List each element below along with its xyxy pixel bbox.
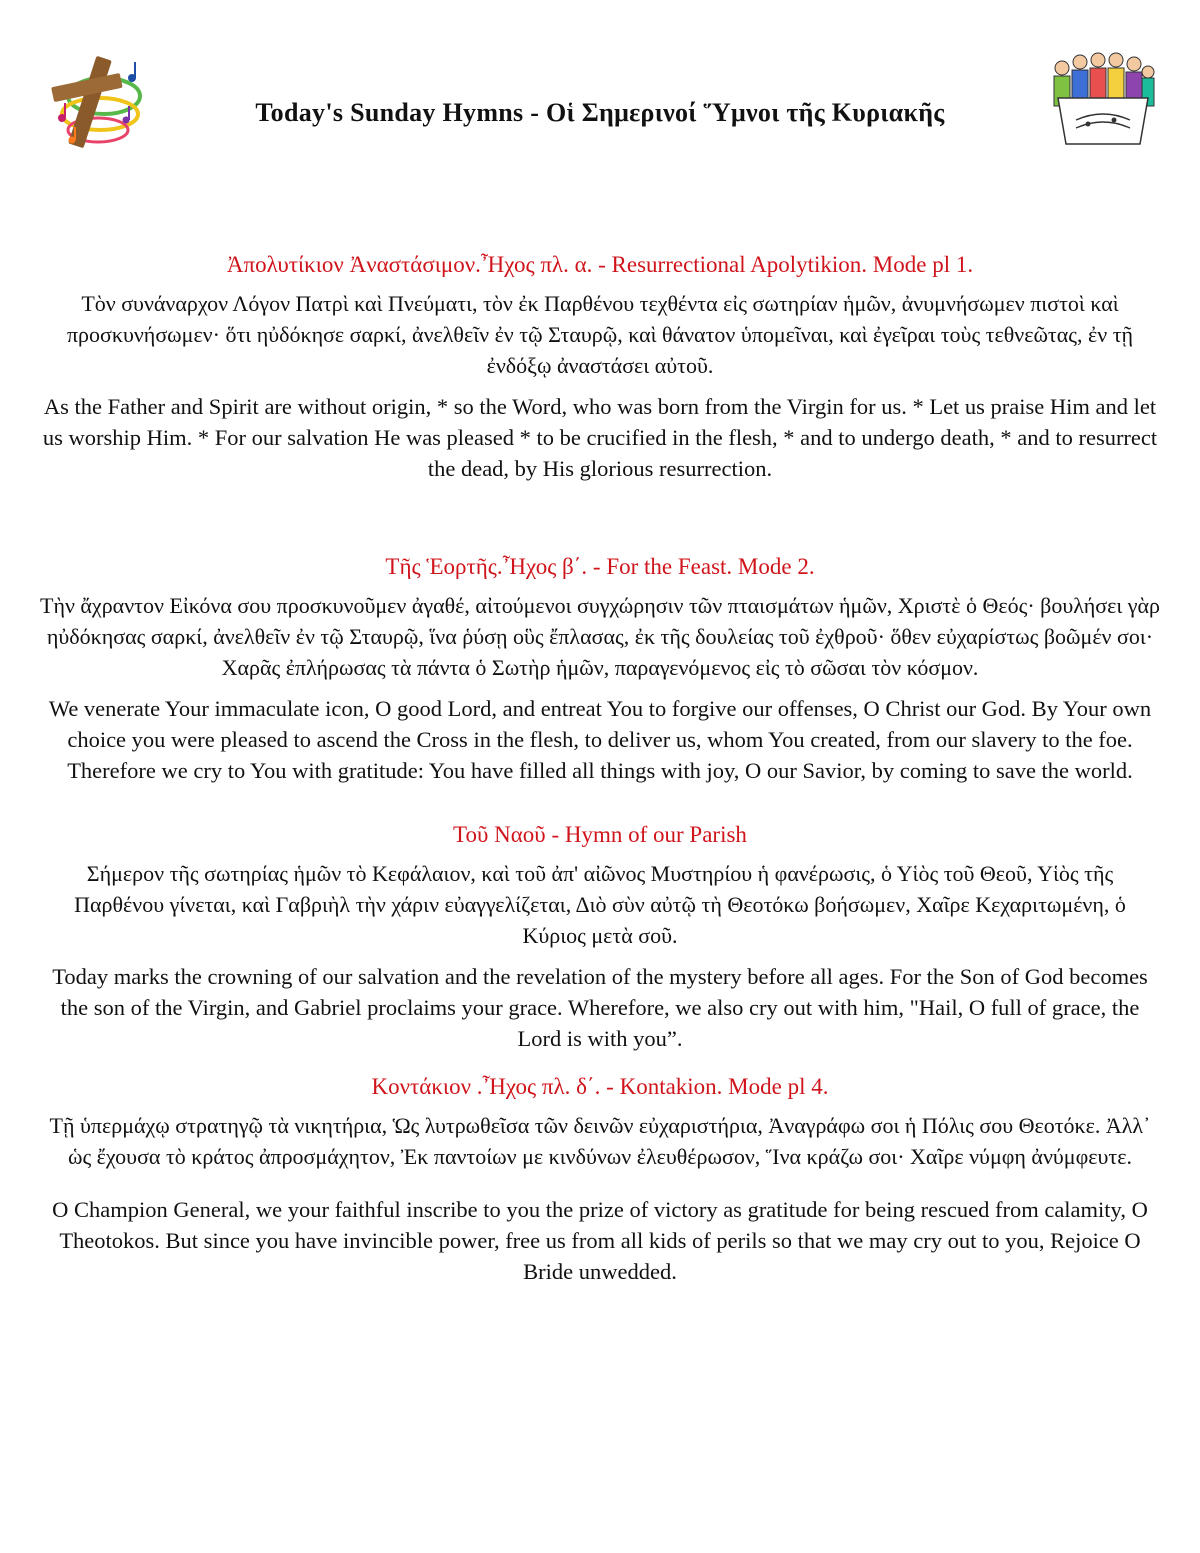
section-kontakion: [40, 1072, 1160, 1287]
english-text: As the Father and Spirit are without origin, * so the Word, who was born from the Virgin for us. * Let us praise Him and let us worship Him. * For our salvation He was pleased * to be crucified in the flesh, * and to undergo death, * and to resurrect the dead, by His glorious resurrection.: [42, 394, 1158, 481]
section-heading: Τοῦ Ναοῦ - Hymn of our Parish: [453, 822, 747, 847]
section-feast: [40, 552, 1160, 786]
page-title: Today's Sunday Hymns - Οἱ Σημερινοί Ὕμνοι τῆς Κυριακῆς: [255, 98, 945, 127]
section-parish-hymn: [40, 820, 1160, 1054]
page-header: [0, 40, 1200, 160]
greek-text: Τὸν συνάναρχον Λόγον Πατρὶ καὶ Πνεύματι, τὸν ἐκ Παρθένου τεχθέντα εἰς σωτηρίαν ἡμῶν, ἀνυμνήσωμεν πιστοὶ καὶ προσκυνήσωμεν· ὅτι ηὐδόκησε σαρκί, ἀνελθεῖν ἐν τῷ Σταυρῷ, καὶ θάνατον ὑπομεῖναι, καὶ ἐγεῖραι τοὺς τεθνεῶτας, ἐν τῇ ἐνδόξῳ ἀναστάσει αὐτοῦ.: [66, 291, 1134, 378]
greek-text: Τὴν ἄχραντον Εἰκόνα σου προσκυνοῦμεν ἀγαθέ, αἰτούμενοι συγχώρησιν τῶν πταισμάτων ἡμῶν, Χριστὲ ὁ Θεός· βουλήσει γὰρ ηὐδόκησας σαρκί, ἀνελθεῖν ἐν τῷ Σταυρῷ, ἵνα ῥύσῃ οὓς ἔπλασας, ἐκ τῆς δουλείας τοῦ ἐχθροῦ· ὅθεν εὐχαρίστως βοῶμέν σοι· Χαρᾶς ἐπλήρωσας τὰ πάντα ὁ Σωτὴρ ἡμῶν, παραγενόμενος εἰς τὸ σῶσαι τὸν κόσμον.: [40, 593, 1160, 680]
english-text: O Champion General, we your faithful inscribe to you the prize of victory as gratitude for being rescued from calamity, O Theotokos. But since you have invincible power, free us from all kids of perils so that we may cry out to you, Rejoice O Bride unwedded.: [52, 1197, 1148, 1284]
section-apolytikion: [40, 250, 1160, 484]
greek-text: Τῇ ὑπερμάχῳ στρατηγῷ τὰ νικητήρια, Ὡς λυτρωθεῖσα τῶν δεινῶν εὐχαριστήρια, Ἀναγράφω σοι ἡ Πόλις σου Θεοτόκε. Ἀλλ᾿ ὡς ἔχουσα τὸ κράτος ἀπροσμάχητον, Ἐκ παντοίων με κινδύνων ἐλευθέρωσον, Ἵνα κράζω σοι· Χαῖρε νύμφη ἀνύμφευτε.: [49, 1113, 1151, 1169]
hymns-content: [40, 250, 1160, 1287]
greek-text: Σήμερον τῆς σωτηρίας ἡμῶν τὸ Κεφάλαιον, καὶ τοῦ ἀπ' αἰῶνος Μυστηρίου ἡ φανέρωσις, ὁ Υἱὸς τοῦ Θεοῦ, Υἱὸς τῆς Παρθένου γίνεται, καὶ Γαβριὴλ τὴν χάριν εὐαγγελίζεται, Διὸ σὺν αὐτῷ τὴ Θεοτόκω βοήσωμεν, Χαῖρε Κεχαριτωμένη, ὁ Κύριος μετὰ σοῦ.: [74, 861, 1126, 948]
english-text: Today marks the crowning of our salvation and the revelation of the mystery before all ages. For the Son of God becomes the son of the Virgin, and Gabriel proclaims your grace. Wherefore, we also cry out with him, "Hail, O full of grace, the Lord is with you”.: [52, 964, 1148, 1051]
cross-music-notes-icon: [42, 48, 152, 158]
choir-singers-icon: [1048, 50, 1158, 150]
section-heading: Τῆς Ἑορτῆς.Ἦχος β΄. - For the Feast. Mode 2.: [385, 554, 815, 579]
section-heading: Κοντάκιον .Ἦχος πλ. δ΄. - Kontakion. Mode pl 4.: [371, 1074, 829, 1099]
english-text: We venerate Your immaculate icon, O good Lord, and entreat You to forgive our offenses, O Christ our God. By Your own choice you were pleased to ascend the Cross in the flesh, to deliver us, whom You created, from our slavery to the foe. Therefore we cry to You with gratitude: You have filled all things with joy, O our Savior, by coming to save the world.: [48, 696, 1152, 783]
section-heading: Ἀπολυτίκιον Ἀναστάσιμον.Ἦχος πλ. α. - Resurrectional Apolytikion. Mode pl 1.: [226, 252, 974, 277]
